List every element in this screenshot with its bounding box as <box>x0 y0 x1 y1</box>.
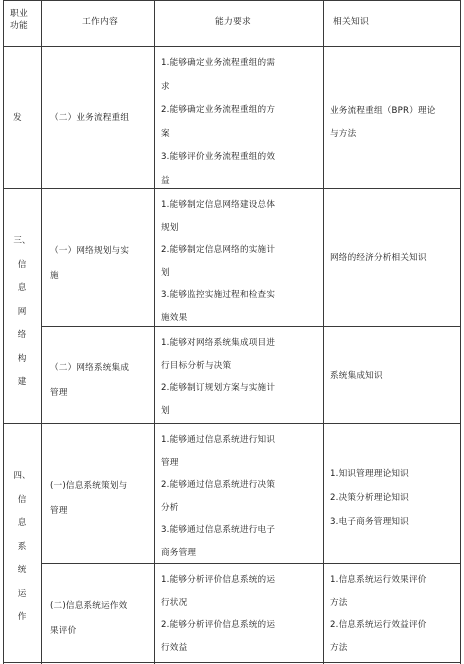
row-divider-3 <box>3 423 461 424</box>
column-divider-2 <box>154 0 155 664</box>
table-border-bottom <box>3 662 461 663</box>
knowledge-cell: 网络的经济分析相关知识 <box>330 253 427 263</box>
ability-cell: 1.能够通过信息系统进行知识 管理 2.能够通过信息系统进行决策 分析 3.能够通过信息系统进行电子 商务管理 <box>161 435 276 558</box>
ability-cell: 1.能够分析评价信息系统的运 行状况 2.能够分析评价信息系统的运 行效益 <box>161 575 276 653</box>
header-work-content: 工作内容 <box>82 17 118 27</box>
column-divider-1 <box>41 0 42 664</box>
ability-cell: 1.能够制定信息网络建设总体 规划 2.能够制定信息网络的实施计 划 3.能够监控实施过程和检查实 施效果 <box>161 200 276 323</box>
knowledge-cell: 1.信息系统运行效果评价 方法 2.信息系统运行效益评价 方法 <box>330 575 427 653</box>
work-content-cell: （二）业务流程重组 <box>50 113 130 123</box>
table-border-left <box>3 0 4 664</box>
table-border-top <box>3 0 461 1</box>
function-cell: 发 <box>13 113 22 123</box>
knowledge-cell: 系统集成知识 <box>330 371 383 381</box>
knowledge-cell: 业务流程重组（BPR）理论 与方法 <box>330 106 436 139</box>
knowledge-cell: 1.知识管理理论知识 2.决策分析理论知识 3.电子商务管理知识 <box>330 469 409 527</box>
work-content-cell: (一)信息系统策划与 管理 <box>50 481 128 516</box>
header-ability-requirements: 能力要求 <box>215 17 251 27</box>
function-cell: 四、 信 息 系 统 运 作 <box>13 471 31 622</box>
ability-cell: 1.能够确定业务流程重组的需 求 2.能够确定业务流程重组的方 案 3.能够评价业务流程重组的效 益 <box>161 58 276 186</box>
column-divider-3 <box>323 0 324 664</box>
row-divider-header <box>3 46 461 47</box>
header-occupation-function: 职业 功能 <box>10 9 28 31</box>
function-cell: 三、 信 息 网 络 构 建 <box>13 236 31 387</box>
work-content-cell: （一）网络规划与实 施 <box>50 246 130 281</box>
work-content-cell: (二)信息系统运作效 果评价 <box>50 601 128 636</box>
header-related-knowledge: 相关知识 <box>333 17 369 27</box>
table-border-right <box>460 0 461 664</box>
work-content-cell: （二）网络系统集成 管理 <box>50 363 130 398</box>
ability-cell: 1.能够对网络系统集成项目进 行目标分析与决策 2.能够制订规划方案与实施计 划 <box>161 338 276 416</box>
